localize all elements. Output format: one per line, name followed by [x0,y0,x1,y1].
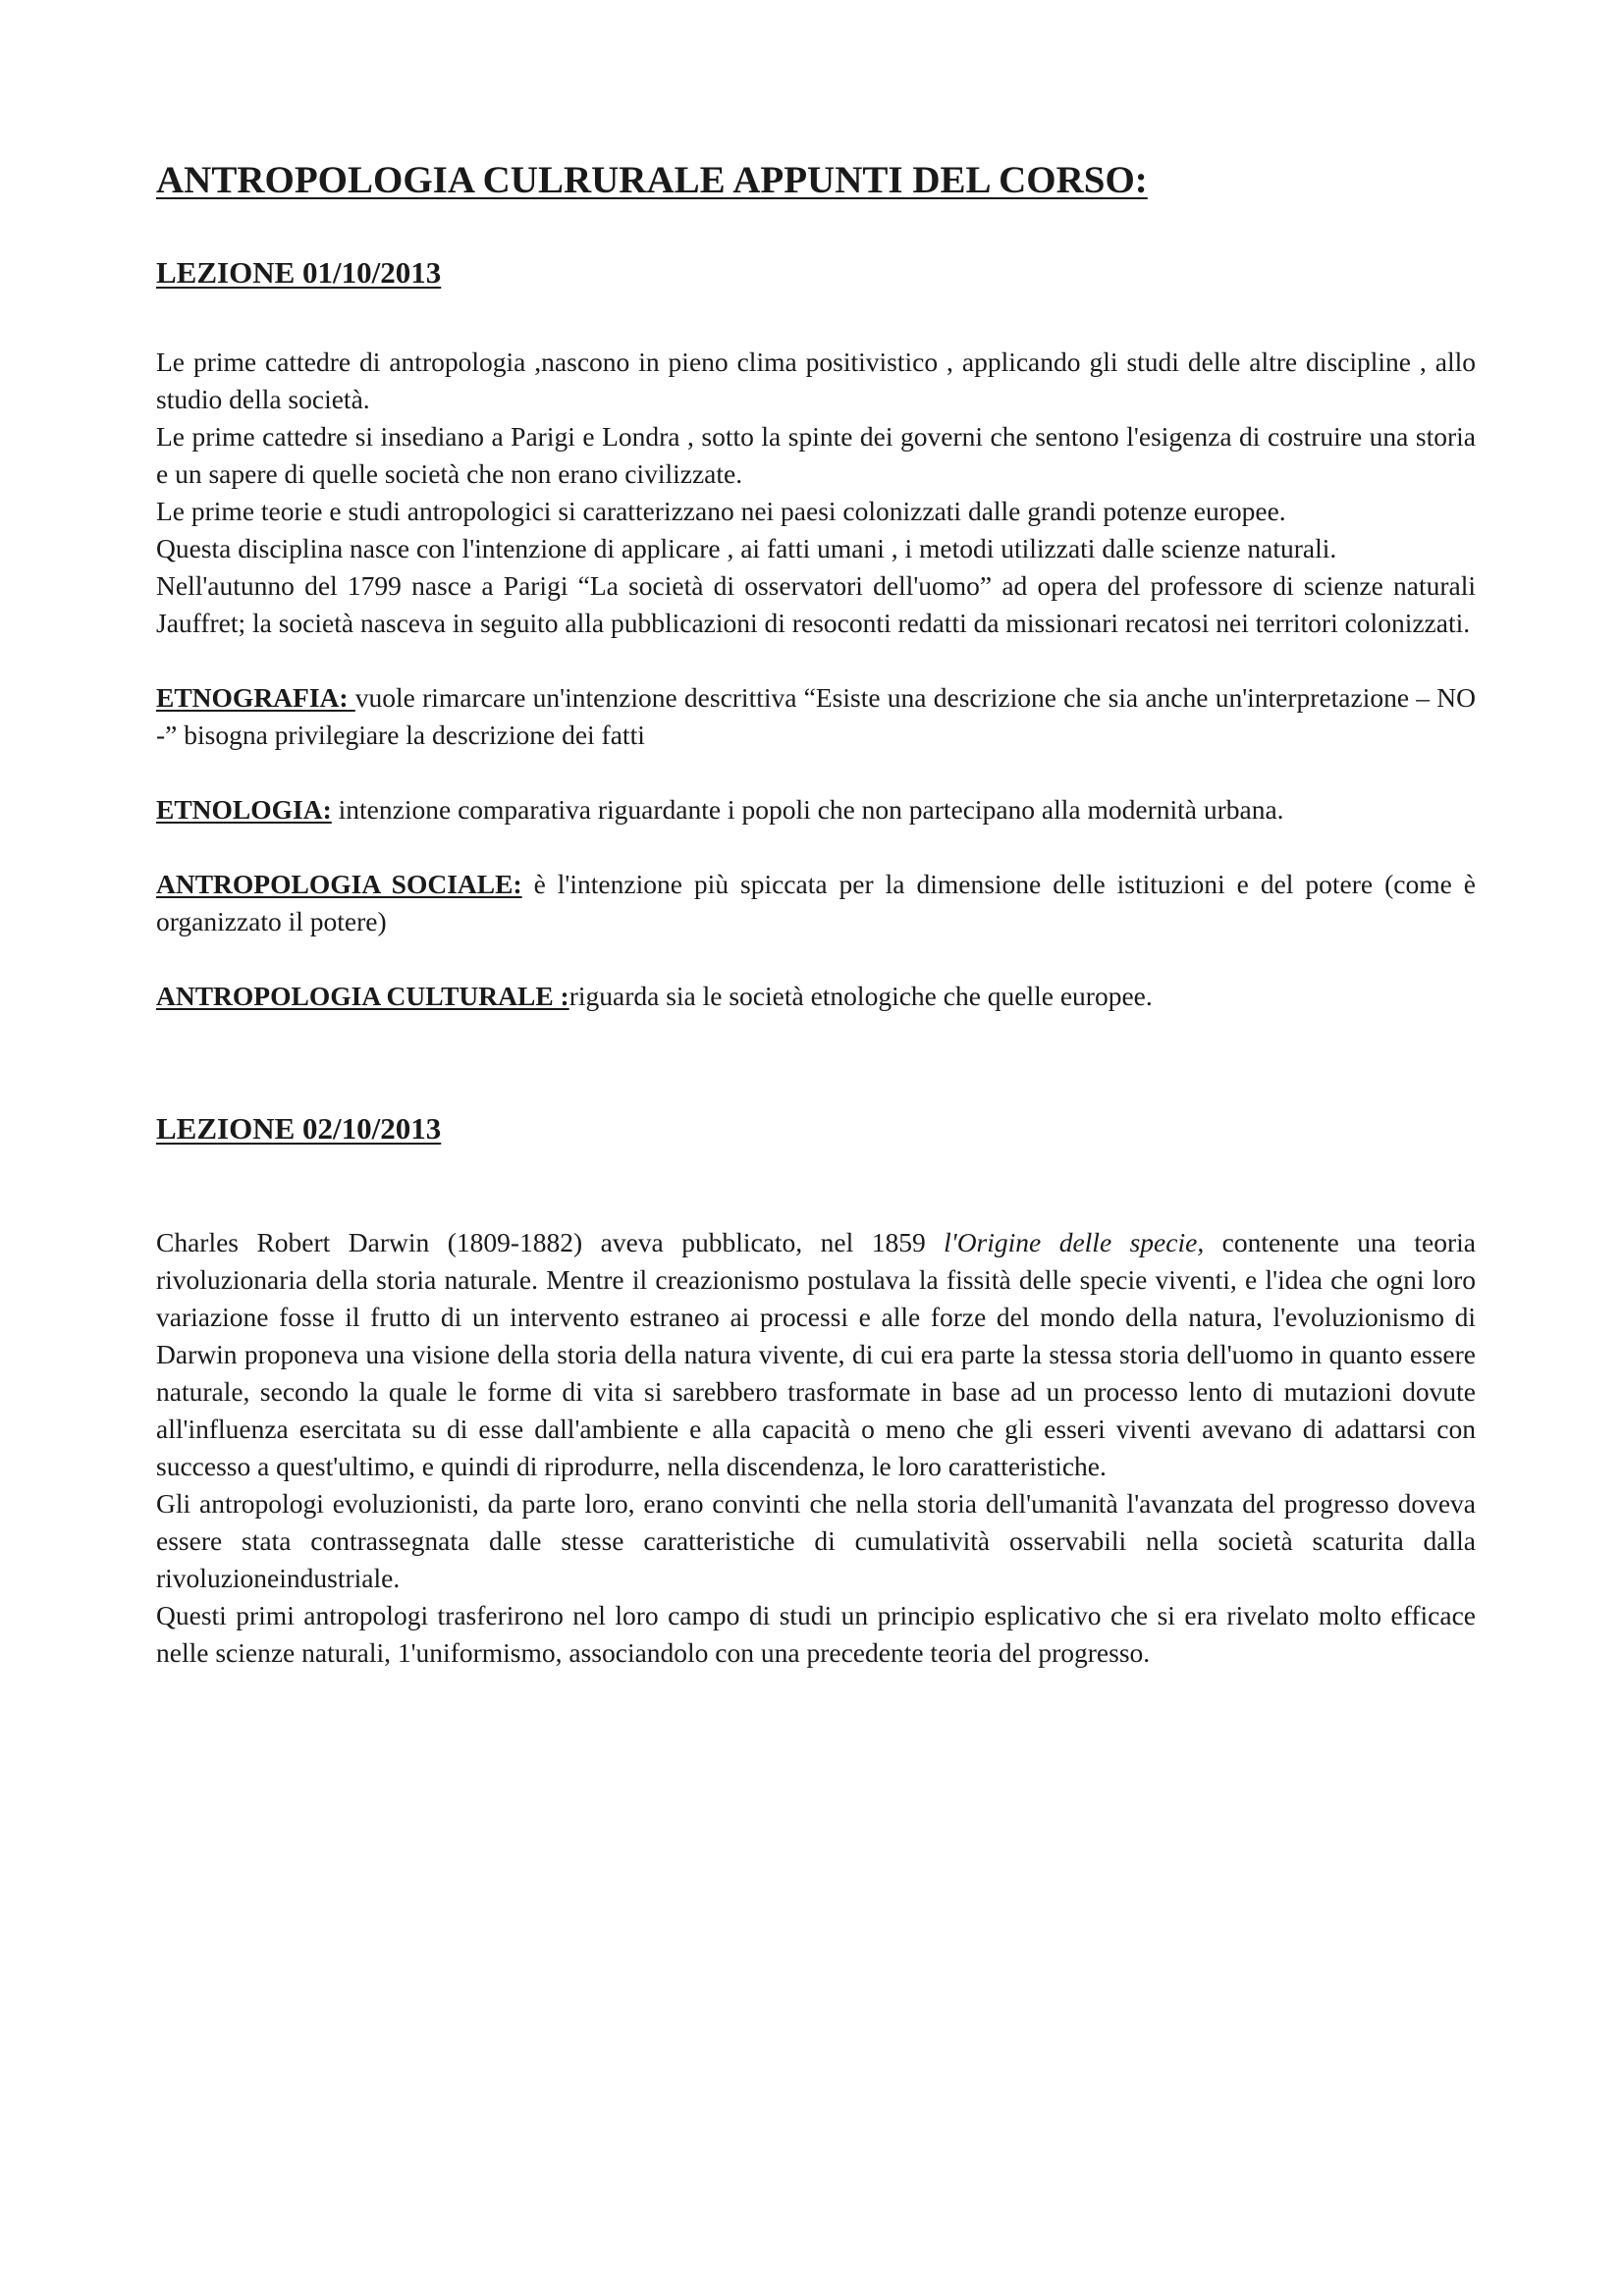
definition-antropologia-culturale [156,978,1476,1015]
definition-term: ANTROPOLOGIA CULTURALE : [156,981,569,1011]
document-page [156,157,1476,1672]
definition-text: riguarda sia le società etnologiche che quelle europee. [568,981,1153,1011]
lesson-1-paragraph: Le prime teorie e studi antropologici si caratterizzano nei paesi colonizzati dalle grandi potenze europee. [156,496,1286,526]
document-title: ANTROPOLOGIA CULRURALE APPUNTI DEL CORSO: [156,159,1148,201]
darwin-intro-text: Charles Robert Darwin (1809-1882) aveva pubblicato, nel 1859 [156,1227,945,1257]
lesson-2-paragraph [156,1224,1476,1485]
definition-etnologia [156,791,1476,828]
definition-antropologia-sociale [156,866,1476,940]
lesson-1-body [156,344,1476,642]
lesson-2-heading: LEZIONE 02/10/2013 [156,1111,442,1146]
definition-etnografia [156,679,1476,754]
definition-term: ETNOGRAFIA: [156,682,355,713]
definition-text: vuole rimarcare un'intenzione descrittiva “Esiste una descrizione che sia anche un'interpretazione – NO -” bisogna privilegiare la descrizione dei fatti [156,682,1476,750]
darwin-rest-text: contenente una teoria rivoluzionaria della storia naturale. Mentre il creazionismo postulava la fissità delle specie viventi, e l'idea che ogni loro variazione fosse il frutto di un intervento estraneo ai processi e alle forze del mondo della natura, l'evoluzionismo di Darwin proponeva una visione della storia della natura vivente, di cui era parte la stessa storia dell'uomo in quanto essere naturale, secondo la quale le forme di vita si sarebbero trasformate in base ad un processo lento di mutazioni dovute all'influenza esercitata su di esse dall'ambiente e alla capacità o meno che gli esseri viventi avevano di adattarsi con successo a quest'ultimo, e quindi di riprodurre, nella discendenza, le loro caratteristiche. [156,1227,1476,1481]
definition-term: ANTROPOLOGIA SOCIALE: [156,869,522,899]
lesson-1-paragraph: Questa disciplina nasce con l'intenzione di applicare , ai fatti umani , i metodi utilizzati dalle scienze naturali. [156,533,1337,563]
lesson-2-paragraph: Questi primi antropologi trasferirono nel loro campo di studi un principio esplicativo che si era rivelato molto efficace nelle scienze naturali, 1'uniformismo, associandolo con una precedente teoria del progresso. [156,1600,1476,1668]
lesson-1-paragraph: Nell'autunno del 1799 nasce a Parigi “La società di osservatori dell'uomo” ad opera del professore di scienze naturali Jauffret; la società nasceva in seguito alla pubblicazioni di resoconti redatti da missionari recatosi nei territori colonizzati. [156,570,1476,638]
lesson-1-paragraph: Le prime cattedre di antropologia ,nascono in pieno clima positivistico , applicando gli studi delle altre discipline , allo studio della società. [156,347,1476,414]
lesson-2-paragraph: Gli antropologi evoluzionisti, da parte loro, erano convinti che nella storia dell'umanità l'avanzata del progresso doveva essere stata contrassegnata dalle stesse caratteristiche di cumulatività osservabili nella società scaturita dalla rivoluzioneindustriale. [156,1488,1476,1593]
definition-text: è l'intenzione più spiccata per la dimensione delle istituzioni e del potere (come è organizzato il potere) [156,869,1476,936]
definition-text: intenzione comparativa riguardante i popoli che non partecipano alla modernità urbana. [331,794,1284,825]
lesson-2-body [156,1224,1476,1672]
lesson-1-paragraph: Le prime cattedre si insediano a Parigi e Londra , sotto la spinte dei governi che sentono l'esigenza di costruire una storia e un sapere di quelle società che non erano civilizzate. [156,421,1476,489]
lesson-1-heading: LEZIONE 01/10/2013 [156,255,442,290]
definition-term: ETNOLOGIA: [156,794,332,825]
book-title: l'Origine delle specie, [944,1227,1205,1257]
